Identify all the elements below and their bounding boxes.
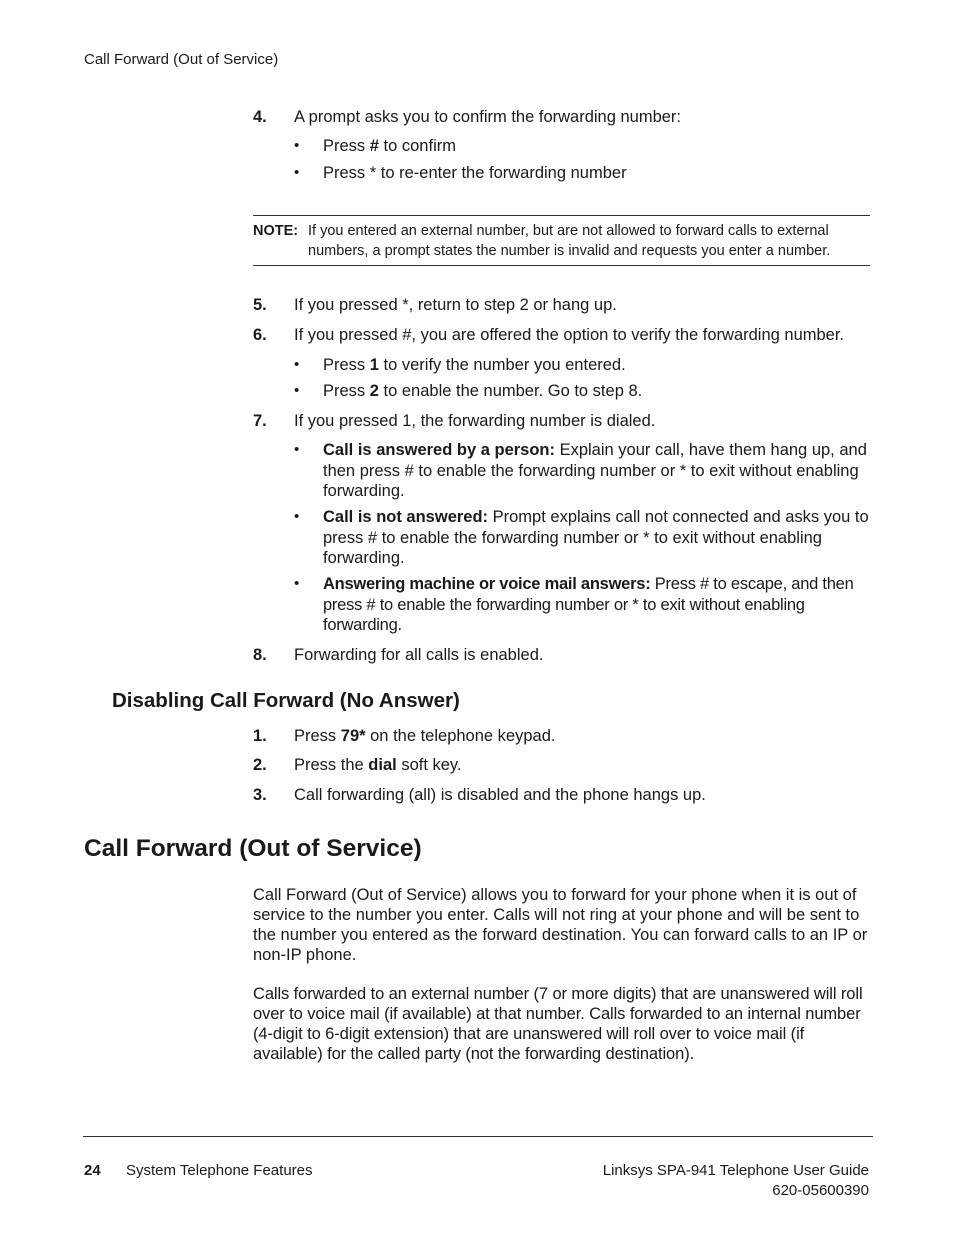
- footer-section: System Telephone Features: [126, 1162, 313, 1179]
- section-heading-out-of-service: Call Forward (Out of Service): [84, 835, 422, 862]
- bullet-text: Press 1 to verify the number you entered.: [323, 356, 626, 374]
- bullet-text: Press * to re-enter the forwarding number: [323, 164, 627, 182]
- bullet-text: Press 2 to enable the number. Go to step 8.: [323, 382, 643, 400]
- step-number: 2.: [253, 756, 267, 774]
- step-text: Call forwarding (all) is disabled and the phone hangs up.: [294, 786, 706, 804]
- oos-paragraph-1: Call Forward (Out of Service) allows you to forward for your phone when it is out of service to the number you enter. Calls will not ring at your phone and will be sent to the number you entered as the forward destination. You can forward calls to an IP or non-IP phone.: [253, 886, 868, 964]
- bullet-text: Call is answered by a person: Explain your call, have them hang up, and then press # to enable the forwarding number or * to exit without enabling forwarding.: [323, 441, 867, 500]
- step-number: 1.: [253, 727, 267, 745]
- step-text: If you pressed 1, the forwarding number is dialed.: [294, 412, 656, 430]
- running-header: Call Forward (Out of Service): [84, 51, 279, 68]
- bullet-glyph: •: [294, 382, 300, 399]
- step-text: If you pressed *, return to step 2 or hang up.: [294, 296, 617, 314]
- step-number: 3.: [253, 786, 267, 804]
- step-number: 4.: [253, 108, 267, 126]
- note-top-rule: [253, 215, 870, 216]
- step-number: 5.: [253, 296, 267, 314]
- note-label: NOTE:: [253, 223, 299, 239]
- step-number: 7.: [253, 412, 267, 430]
- bullet-text: Press # to confirm: [323, 137, 456, 155]
- step-number: 6.: [253, 326, 267, 344]
- step-text: Press 79* on the telephone keypad.: [294, 727, 556, 745]
- step-text: Forwarding for all calls is enabled.: [294, 646, 544, 664]
- bullet-glyph: •: [294, 441, 300, 458]
- bullet-glyph: •: [294, 508, 300, 525]
- step-text: A prompt asks you to confirm the forwarding number:: [294, 108, 682, 126]
- bullet-text: Answering machine or voice mail answers: Press # to escape, and then press # to enable the forwarding number or * to exit without enabling forwarding.: [323, 575, 854, 634]
- bullet-glyph: •: [294, 356, 300, 373]
- step-number: 8.: [253, 646, 267, 664]
- step-text: Press the dial soft key.: [294, 756, 462, 774]
- note-text: If you entered an external number, but are not allowed to forward calls to external numbers, a prompt states the number is invalid and requests you enter a number.: [308, 223, 831, 259]
- bullet-text: Call is not answered: Prompt explains call not connected and asks you to press # to enable the forwarding number or * to exit without enabling forwarding.: [323, 508, 869, 567]
- footer-doc-number: 620-05600390: [772, 1182, 869, 1199]
- footer-guide-title: Linksys SPA-941 Telephone User Guide: [602, 1162, 869, 1179]
- oos-paragraph-2: Calls forwarded to an external number (7 or more digits) that are unanswered will roll over to voice mail (if available) at that number. Calls forwarded to an internal number (4-digit to 6-digit extension) that are unanswered will roll over to voice mail (if available) for the called party (not the forwarding destination).: [253, 985, 863, 1063]
- page-number: 24: [84, 1162, 101, 1179]
- footer-rule: [83, 1136, 873, 1137]
- step-text: If you pressed #, you are offered the option to verify the forwarding number.: [294, 326, 845, 344]
- bullet-glyph: •: [294, 164, 300, 181]
- section-heading-disable: Disabling Call Forward (No Answer): [112, 689, 460, 712]
- bullet-glyph: •: [294, 575, 300, 592]
- note-bottom-rule: [253, 265, 870, 266]
- bullet-glyph: •: [294, 137, 300, 154]
